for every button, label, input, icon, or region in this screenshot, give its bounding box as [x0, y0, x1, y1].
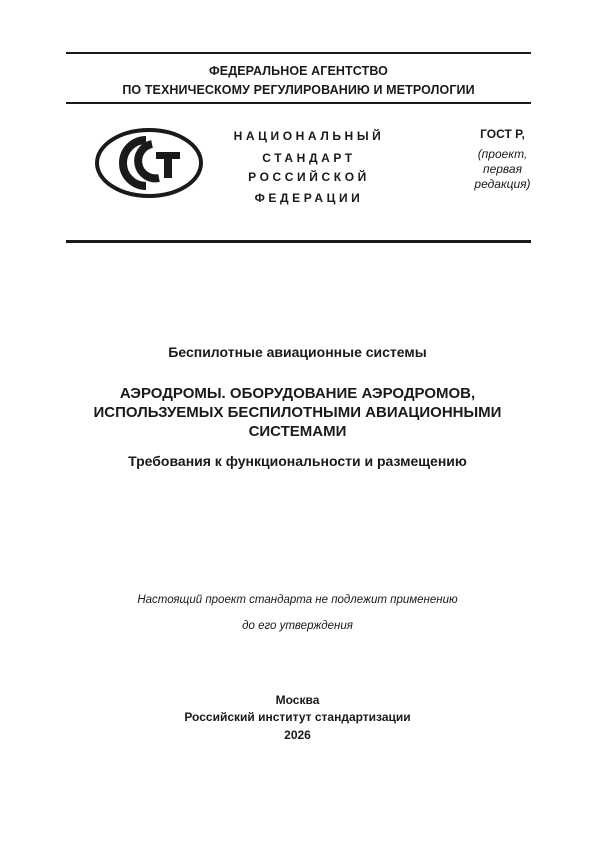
gost-code: ГОСТ Р, — [480, 127, 525, 141]
imprint-city: Москва — [275, 693, 320, 707]
imprint-year: 2026 — [284, 728, 311, 742]
standard-line1: НАЦИОНАЛЬНЫЙ — [233, 129, 385, 143]
main-title-line3: СИСТЕМАМИ — [248, 423, 347, 440]
imprint-publisher: Российский институт стандартизации — [184, 710, 411, 724]
standard-line4: ФЕДЕРАЦИИ — [254, 191, 364, 205]
gost-status-line3: редакция) — [474, 177, 531, 191]
notice-line2: до его утверждения — [242, 620, 353, 632]
gost-status-line2: первая — [482, 162, 523, 176]
agency-name-line1: ФЕДЕРАЛЬНОЕ АГЕНТСТВО — [209, 64, 388, 78]
standard-line3: РОССИЙСКОЙ — [248, 170, 370, 184]
rst-logo-icon — [95, 128, 203, 198]
main-title-line2: ИСПОЛЬЗУЕМЫХ БЕСПИЛОТНЫМИ АВИАЦИОННЫМИ — [93, 404, 502, 421]
gost-status-line1: (проект, — [477, 147, 528, 161]
subtitle: Требования к функциональности и размещению — [128, 453, 467, 469]
divider-rule — [66, 240, 531, 243]
notice-line1: Настоящий проект стандарта не подлежит применению — [137, 594, 458, 606]
agency-name-line2: ПО ТЕХНИЧЕСКОМУ РЕГУЛИРОВАНИЮ И МЕТРОЛОГИИ — [122, 83, 475, 97]
main-title-line1: АЭРОДРОМЫ. ОБОРУДОВАНИЕ АЭРОДРОМОВ, — [119, 385, 476, 402]
standard-line2: СТАНДАРТ — [262, 151, 356, 165]
top-rule — [66, 52, 531, 54]
series-title: Беспилотные авиационные системы — [168, 344, 427, 360]
header-rule — [66, 102, 531, 104]
